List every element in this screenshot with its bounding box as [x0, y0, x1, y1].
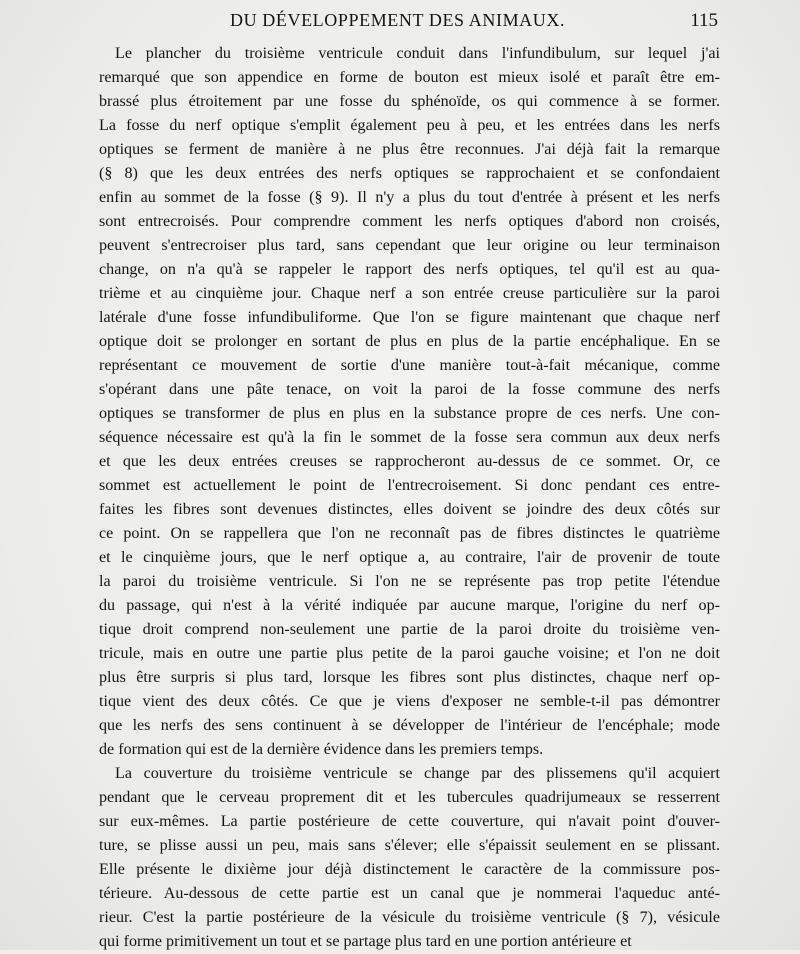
text-line: brassé plus étroitement par une fosse du sphénoïde, os qui commence à se former. [99, 93, 720, 110]
text-line: Le plancher du troisième ventricule conduit dans l'infundibulum, sur lequel j'ai [115, 45, 720, 62]
text-line: pendant que le cerveau proprement dit et les tubercules quadrijumeaux se resserrent [99, 789, 720, 806]
text-line: représentant ce mouvement de sortie d'une manière tout-à-fait mécanique, comme [99, 357, 720, 374]
text-line: remarqué que son appendice en forme de bouton est mieux isolé et paraît être em- [99, 69, 720, 86]
text-line: La couverture du troisième ventricule se change par des plissemens qu'il acquiert [115, 765, 720, 782]
text-line: optiques se transformer de plus en plus en la substance propre de ces nerfs. Une con- [99, 405, 720, 422]
text-line: et le cinquième jours, que le nerf optique a, au contraire, l'air de provenir de toute [99, 549, 720, 566]
text-line: change, on n'a qu'à se rappeler le rapport des nerfs optiques, tel qu'il est au qua- [99, 261, 720, 278]
text-line: La fosse du nerf optique s'emplit également peu à peu, et les entrées dans les nerfs [99, 117, 720, 134]
paragraph [99, 42, 720, 762]
text-line: Elle présente le dixième jour déjà distinctement le caractère de la commissure pos- [99, 861, 720, 878]
text-line: sur eux-mêmes. La partie postérieure de cette couverture, qui n'avait point d'ouver- [99, 813, 720, 830]
text-line: séquence nécessaire est qu'à la fin le sommet de la fosse sera commun aux deux nerfs [99, 429, 720, 446]
text-line: que les nerfs des sens continuent à se développer de l'intérieur de l'encéphale; mode [99, 717, 720, 734]
text-line: du passage, qui n'est à la vérité indiquée par aucune marque, l'origine du nerf op- [99, 597, 720, 614]
text-line: latérale d'une fosse infundibuliforme. Que l'on se figure maintenant que chaque nerf [99, 309, 720, 326]
text-line: ce point. On se rappellera que l'on ne reconnaît pas de fibres distinctes le quatrième [99, 525, 720, 542]
text-line: tique vient des deux côtés. Ce que je viens d'exposer ne semble-t-il pas démontrer [99, 693, 720, 710]
text-line: s'opérant dans une pâte tenace, on voit la paroi de la fosse commune des nerfs [99, 381, 720, 398]
text-line: optiques se ferment de manière à ne plus être reconnues. J'ai déjà fait la remarque [99, 141, 720, 158]
text-line: tricule, mais en outre une partie plus petite de la paroi gauche voisine; et l'on ne doit [99, 645, 720, 662]
text-line: tique droit comprend non-seulement une partie de la paroi droite du troisième ven- [99, 621, 720, 638]
running-title: DU DÉVELOPPEMENT DES ANIMAUX. [230, 10, 566, 30]
text-line: et que les deux entrées creuses se rapprocheront au-dessus de ce sommet. Or, ce [99, 453, 720, 470]
page-header [100, 4, 718, 38]
text-line: rieur. C'est la partie postérieure de la vésicule du troisième ventricule (§ 7), vésicule [99, 909, 720, 926]
text-line: de formation qui est de la dernière évidence dans les premiers temps. [99, 741, 544, 758]
text-line: faites les fibres sont devenues distinctes, elles doivent se joindre des deux côtés sur [99, 501, 720, 518]
text-line: térieure. Au-dessous de cette partie est un canal que je nommerai l'aqueduc anté- [99, 885, 720, 902]
text-line: optique doit se prolonger en sortant de plus en plus de la partie encéphalique. En se [99, 333, 720, 350]
text-line: plus être surpris si plus tard, lorsque les fibres sont plus distinctes, chaque nerf op- [99, 669, 720, 686]
paragraph [99, 762, 720, 954]
page-number: 115 [690, 10, 718, 31]
text-line: trième et au cinquième jour. Chaque nerf a son entrée creuse particulière sur la paroi [99, 285, 720, 302]
text-line: sommet est actuellement le point de l'entrecroisement. Si donc pendant ces entre- [99, 477, 720, 494]
text-line: (§ 8) que les deux entrées des nerfs optiques se rapprochaient et se confondaient [99, 165, 720, 182]
text-line: qui forme primitivement un tout et se partage plus tard en une portion antérieure et [99, 933, 632, 950]
text-line: sont entrecroisés. Pour comprendre comment les nerfs optiques d'abord non croisés, [99, 213, 720, 230]
text-line: peuvent s'entrecroiser plus tard, sans cependant que leur origine ou leur terminaison [99, 237, 720, 254]
body-text [99, 42, 720, 954]
text-line: la paroi du troisième ventricule. Si l'on ne se représente pas trop petite l'étendue [99, 573, 720, 590]
text-line: ture, se plisse aussi un peu, mais sans s'élever; elle s'épaissit seulement en se plissant. [99, 837, 720, 854]
text-line: enfin au sommet de la fosse (§ 9). Il n'y a plus du tout d'entrée à présent et les nerfs [99, 189, 720, 206]
